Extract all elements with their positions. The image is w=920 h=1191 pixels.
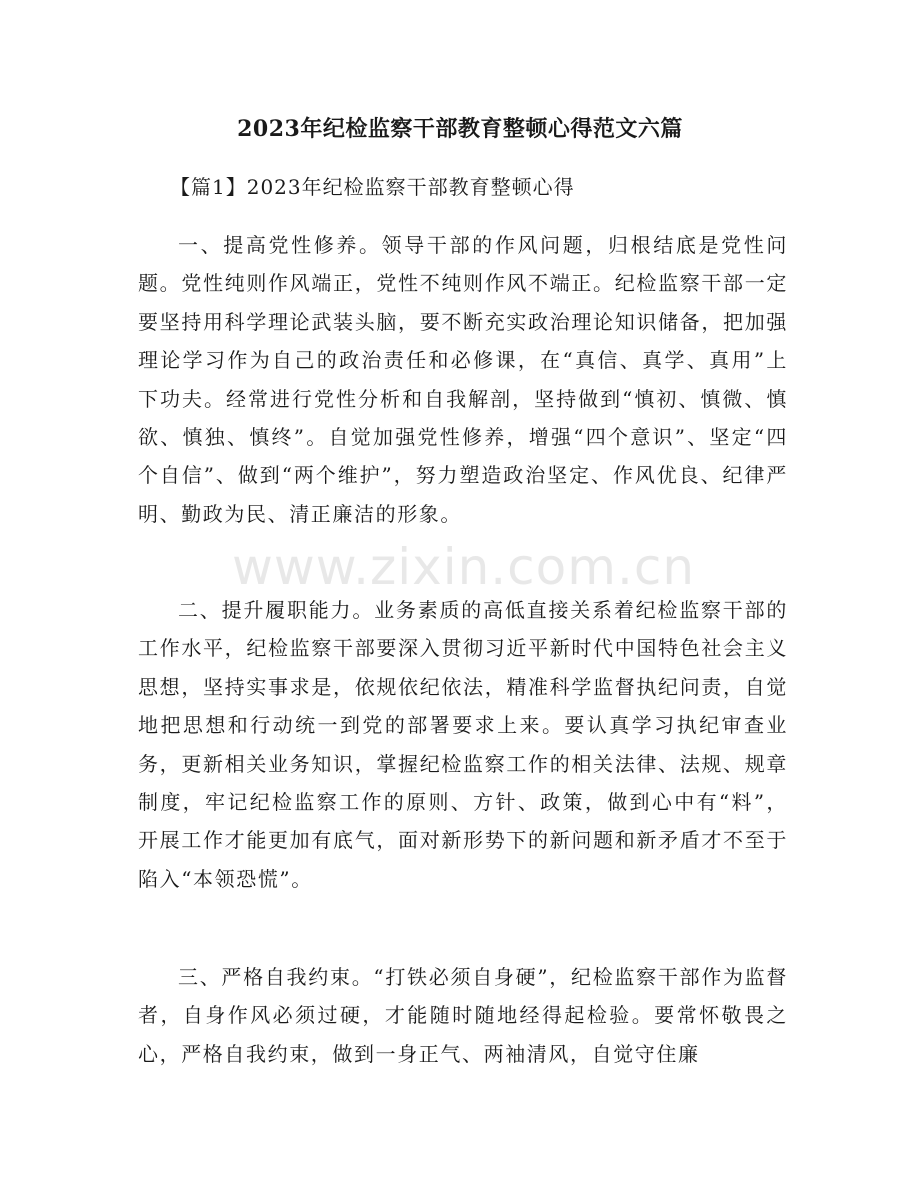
paragraph-1: 一、提高党性修养。领导干部的作风问题，归根结底是党性问题。党性纯则作风端正，党性不纯则作风不端正。纪检监察干部一定要坚持用科学理论武装头脑，要不断充实政治理论知识储备，把加强理论学习作为自己的政治责任和必修课，在“真信、真学、真用”上下功夫。经常进行党性分析和自我解剖，坚持做到“慎初、慎微、慎欲、慎独、慎终”。自觉加强党性修养，增强“四个意识”、坚定“四个自信”、做到“两个维护”，努力塑造政治坚定、作风优良、纪律严明、勤政为民、清正廉洁的形象。 bbox=[138, 233, 788, 526]
document-title: 2023年纪检监察干部教育整顿心得范文六篇 bbox=[237, 116, 683, 142]
paragraph-3: 三、严格自我约束。“打铁必须自身硬”，纪检监察干部作为监督者，自身作风必须过硬，才能随时随地经得起检验。要常怀敬畏之心，严格自我约束，做到一身正气、两袖清风，自觉守住廉 bbox=[138, 965, 788, 1066]
section-heading: 【篇1】2023年纪检监察干部教育整顿心得 bbox=[170, 175, 575, 199]
watermark: www.zixin.com.cn bbox=[232, 538, 696, 596]
paragraph-2: 二、提升履职能力。业务素质的高低直接关系着纪检监察干部的工作水平，纪检监察干部要深入贯彻习近平新时代中国特色社会主义思想，坚持实事求是，依规依纪依法，精准科学监督执纪问责，自觉地把思想和行动统一到党的部署要求上来。要认真学习执纪审查业务，更新相关业务知识，掌握纪检监察工作的相关法律、法规、规章制度，牢记纪检监察工作的原则、方针、政策，做到心中有“料”，开展工作才能更加有底气，面对新形势下的新问题和新矛盾才不至于陷入“本领恐慌”。 bbox=[138, 598, 788, 891]
